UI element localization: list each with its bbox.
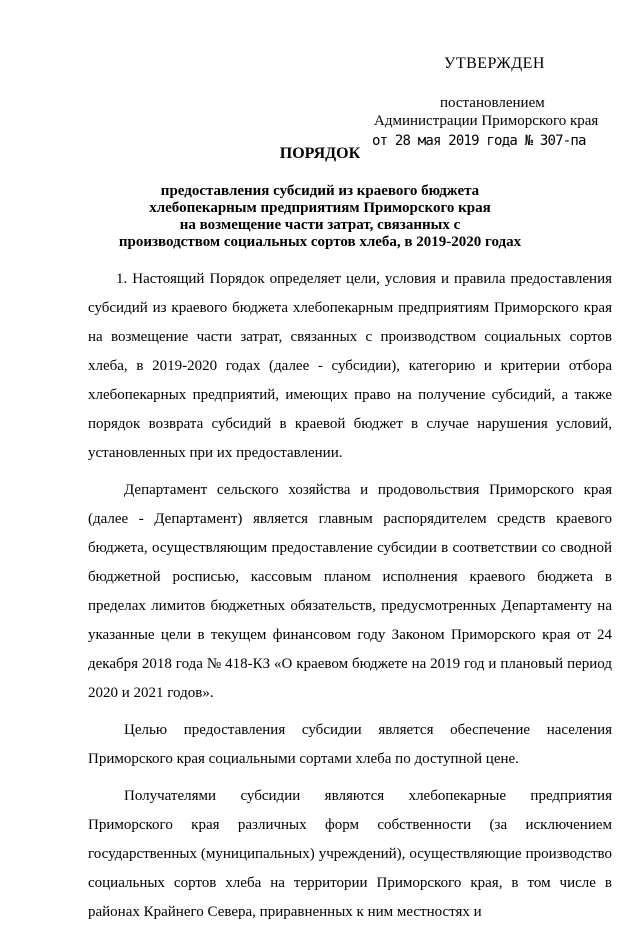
subtitle-line: на возмещение части затрат, связанных с [179, 217, 461, 233]
subtitle-line: предоставления субсидий из краевого бюджета [160, 183, 480, 199]
document-subtitle [0, 183, 640, 251]
approval-date: от 28 мая 2019 года № 307-па [372, 133, 586, 149]
paragraph: Департамент сельского хозяйства и продовольствия Приморского края (далее - Департамент) является главным распорядителем средств краевого бюджета, осуществляющим предоставление субсидии в соответствии со сводной бюджетной росписью, кассовым планом исполнения краевого бюджета в пределах лимитов бюджетных обязательств, предусмотренных Департаменту на указанные цели в текущем финансовом году Законом Приморского края от 24 декабря 2018 года № 418-КЗ «О краевом бюджете на 2019 год и плановый период 2020 и 2021 годов». [88, 482, 612, 701]
paragraph: Получателями субсидии являются хлебопекарные предприятия Приморского края различных форм собственности (за исключением государственных (муниципальных) учреждений), осуществляющие производство социальных сортов хлеба на территории Приморского края, в том числе в районах Крайнего Севера, приравненных к ним местностях и [88, 788, 612, 920]
subtitle-line: производством социальных сортов хлеба, в 2019-2020 годах [118, 234, 522, 250]
paragraph: Целью предоставления субсидии является обеспечение населения Приморского края социальными сортами хлеба по доступной цене. [88, 722, 612, 767]
approval-by: постановлением [440, 95, 545, 111]
paragraph: 1. Настоящий Порядок определяет цели, условия и правила предоставления субсидий из краевого бюджета хлебопекарным предприятиям Приморского края на возмещение части затрат, связанных с производством социальных сортов хлеба, в 2019-2020 годах (далее - субсидии), категорию и критерии отбора хлебопекарных предприятий, имеющих право на получение субсидий, а также порядок возврата субсидий в краевой бюджет в случае нарушения условий, установленных при их предоставлении. [88, 271, 612, 461]
approval-title: УТВЕРЖДЕН [444, 55, 545, 72]
document-title: ПОРЯДОК [279, 145, 361, 162]
approval-admin: Администрации Приморского края [374, 113, 599, 129]
document-body [88, 265, 612, 935]
subtitle-line: хлебопекарным предприятиям Приморского края [149, 200, 491, 216]
